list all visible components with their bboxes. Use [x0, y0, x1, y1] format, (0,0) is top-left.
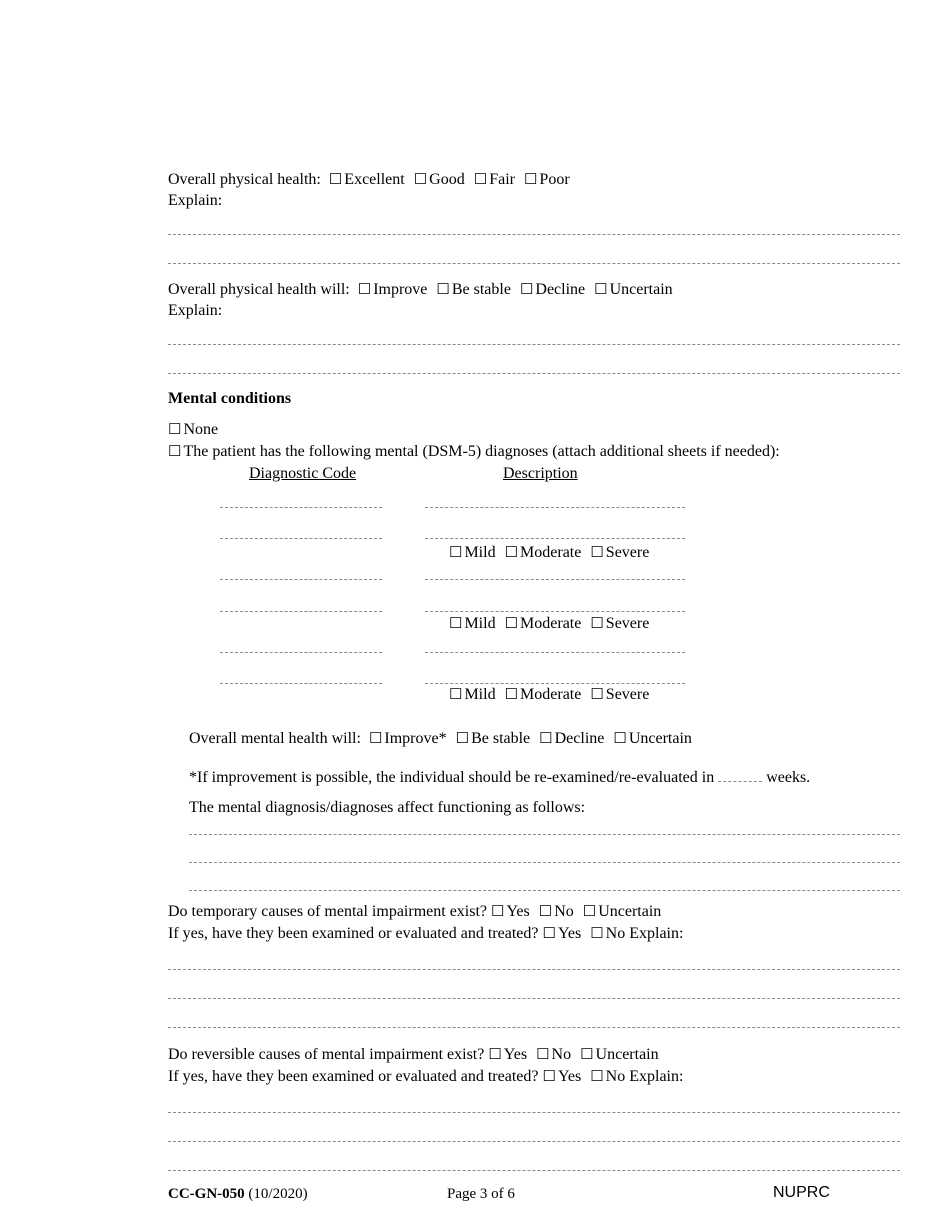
severity-row-2	[449, 615, 649, 633]
physical-health-explain-line-2[interactable]	[168, 263, 900, 264]
form-code: CC-GN-050	[168, 1186, 245, 1202]
checkbox-mild[interactable]: ☐ Mild	[449, 615, 496, 632]
diagnostic-code-field-1[interactable]	[220, 507, 382, 508]
checkbox-yes[interactable]: ☐ Yes	[488, 1046, 528, 1063]
checkbox-be-stable[interactable]: ☐ Be stable	[455, 730, 531, 747]
diagnostic-code-field-4[interactable]	[220, 611, 382, 612]
description-field-5[interactable]	[425, 652, 685, 653]
mental-health-future-row	[189, 730, 697, 748]
checkbox-uncertain[interactable]: ☐ Uncertain	[582, 903, 662, 920]
physical-health-row	[168, 171, 575, 189]
checkbox-uncertain[interactable]: ☐ Uncertain	[613, 730, 692, 747]
reversible-followup-question: If yes, have they been examined or evaluated and treated?	[168, 1068, 539, 1085]
description-field-4[interactable]	[425, 611, 685, 612]
physical-health-future-explain-line-2[interactable]	[168, 373, 900, 374]
reversible-causes-row	[168, 1046, 659, 1064]
diagnostic-code-header: Diagnostic Code	[249, 465, 357, 482]
severity-row-1	[449, 544, 649, 562]
reversible-explain-line-2[interactable]	[168, 1141, 900, 1142]
temporary-causes-question: Do temporary causes of mental impairment exist?	[168, 903, 488, 920]
checkbox-good[interactable]: ☐ Good	[413, 171, 465, 188]
mental-conditions-heading: Mental conditions	[168, 390, 292, 407]
checkbox-fair[interactable]: ☐ Fair	[473, 171, 515, 188]
temporary-explain-line-1[interactable]	[168, 969, 900, 970]
checkbox-yes[interactable]: ☐ Yes	[491, 903, 530, 920]
reversible-causes-question: Do reversible causes of mental impairment exist?	[168, 1046, 485, 1063]
reexam-text: *If improvement is possible, the individual should be re-examined/re-evaluated in	[189, 769, 715, 786]
physical-health-explain-line-1[interactable]	[168, 234, 900, 235]
none-label: None	[183, 421, 219, 438]
checkbox-moderate[interactable]: ☐ Moderate	[504, 544, 582, 561]
checkbox-severe[interactable]: ☐ Severe	[590, 615, 650, 632]
diagnoses-label: The patient has the following mental (DSM-5) diagnoses (attach additional sheets if needed):	[183, 443, 780, 460]
diagnostic-code-field-6[interactable]	[220, 683, 382, 684]
temporary-explain-line-2[interactable]	[168, 998, 900, 999]
diagnostic-code-field-3[interactable]	[220, 579, 382, 580]
mental-health-future-question: Overall mental health will:	[189, 730, 361, 747]
description-field-3[interactable]	[425, 579, 685, 580]
reexam-weeks-label: weeks.	[766, 769, 811, 786]
checkbox-has-diagnoses[interactable]: ☐ The patient has the following mental (DSM-5) diagnoses (attach additional sheets if needed):	[168, 443, 780, 460]
temporary-explain-label: Explain:	[629, 925, 684, 942]
checkbox-decline[interactable]: ☐ Decline	[539, 730, 605, 747]
temporary-causes-row	[168, 903, 661, 921]
checkbox-poor[interactable]: ☐ Poor	[523, 171, 570, 188]
functioning-line-3[interactable]	[189, 890, 900, 891]
checkbox-uncertain[interactable]: ☐ Uncertain	[594, 281, 673, 298]
checkbox-no[interactable]: ☐ No	[536, 1046, 572, 1063]
footer-form-id	[168, 1185, 308, 1203]
reversible-followup-row	[168, 1068, 683, 1086]
checkbox-improve[interactable]: ☐ Improve	[357, 281, 428, 298]
temporary-explain-line-3[interactable]	[168, 1027, 900, 1028]
checkbox-no[interactable]: ☐ No	[590, 1068, 626, 1085]
temporary-followup-row	[168, 925, 683, 943]
severity-row-3	[449, 686, 649, 704]
diagnostic-code-field-2[interactable]	[220, 538, 382, 539]
checkbox-mild[interactable]: ☐ Mild	[449, 686, 496, 703]
checkbox-excellent[interactable]: ☐ Excellent	[328, 171, 405, 188]
reexam-row	[189, 769, 810, 787]
checkbox-moderate[interactable]: ☐ Moderate	[504, 686, 582, 703]
functioning-label: The mental diagnosis/diagnoses affect functioning as follows:	[189, 799, 586, 816]
description-field-1[interactable]	[425, 507, 685, 508]
physical-health-future-question: Overall physical health will:	[168, 281, 350, 298]
temporary-followup-question: If yes, have they been examined or evaluated and treated?	[168, 925, 539, 942]
checkbox-improve[interactable]: ☐ Improve*	[368, 730, 447, 747]
checkbox-no[interactable]: ☐ No	[590, 925, 626, 942]
checkbox-moderate[interactable]: ☐ Moderate	[504, 615, 582, 632]
physical-health-future-row	[168, 281, 678, 299]
checkbox-mild[interactable]: ☐ Mild	[449, 544, 496, 561]
checkbox-severe[interactable]: ☐ Severe	[590, 544, 650, 561]
reversible-explain-line-3[interactable]	[168, 1170, 900, 1171]
checkbox-uncertain[interactable]: ☐ Uncertain	[580, 1046, 659, 1063]
checkbox-yes[interactable]: ☐ Yes	[542, 925, 582, 942]
description-header: Description	[503, 465, 578, 482]
functioning-line-2[interactable]	[189, 862, 900, 863]
physical-health-future-explain-label: Explain:	[168, 302, 223, 319]
agency-label: NUPRC	[773, 1184, 830, 1201]
checkbox-no[interactable]: ☐ No	[538, 903, 574, 920]
physical-health-explain-label: Explain:	[168, 192, 223, 209]
reversible-explain-label: Explain:	[629, 1068, 684, 1085]
checkbox-severe[interactable]: ☐ Severe	[590, 686, 650, 703]
description-field-2[interactable]	[425, 538, 685, 539]
checkbox-none[interactable]: ☐ None	[168, 421, 219, 438]
reexam-weeks-field[interactable]	[718, 769, 762, 782]
checkbox-yes[interactable]: ☐ Yes	[542, 1068, 582, 1085]
description-field-6[interactable]	[425, 683, 685, 684]
diagnostic-code-field-5[interactable]	[220, 652, 382, 653]
checkbox-be-stable[interactable]: ☐ Be stable	[436, 281, 511, 298]
reversible-explain-line-1[interactable]	[168, 1112, 900, 1113]
checkbox-decline[interactable]: ☐ Decline	[519, 281, 586, 298]
functioning-line-1[interactable]	[189, 834, 900, 835]
physical-health-question: Overall physical health:	[168, 171, 321, 188]
physical-health-future-explain-line-1[interactable]	[168, 344, 900, 345]
form-date: (10/2020)	[248, 1186, 308, 1202]
page-number: Page 3 of 6	[447, 1186, 515, 1202]
